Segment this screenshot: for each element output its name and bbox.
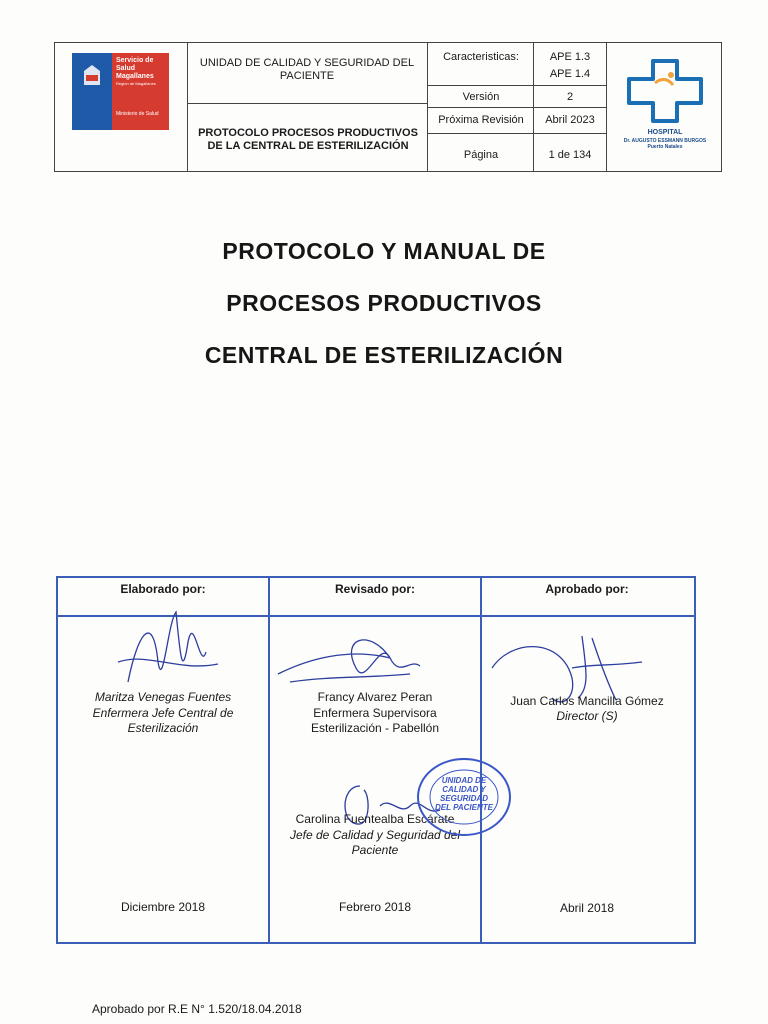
- header-aprobado: Aprobado por:: [545, 582, 629, 596]
- protocol-name: PROTOCOLO PROCESOS PRODUCTIVOS DE LA CENTRAL DE ESTERILIZACIÓN: [198, 127, 418, 152]
- document-header: [54, 42, 722, 172]
- logo-service-name: Servicio de Salud Magallanes: [116, 57, 154, 80]
- next-review-value: Abril 2023: [545, 114, 595, 126]
- characteristics-label: Caracteristicas:: [443, 51, 519, 63]
- divider: [187, 43, 188, 171]
- next-review-label: Próxima Revisión: [438, 114, 524, 126]
- hospital-logo: [615, 53, 715, 163]
- page-label: Página: [463, 149, 499, 161]
- characteristics-value-2: APE 1.4: [549, 68, 591, 80]
- main-title-line-1: PROTOCOLO Y MANUAL DE: [222, 238, 546, 264]
- version-label: Versión: [462, 91, 500, 103]
- revisado-date: Febrero 2018: [338, 900, 412, 914]
- characteristics-value-1: APE 1.3: [549, 51, 591, 63]
- revisado-role-3: Jefe de Calidad y Seguridad del: [289, 828, 461, 842]
- revisado-name-2: Carolina Fuentealba Escárate: [295, 812, 455, 826]
- logo-ministry: Ministerio de Salud: [116, 111, 159, 117]
- main-title-line-2: PROCESOS PRODUCTIVOS: [226, 290, 542, 316]
- hospital-title: HOSPITAL: [647, 129, 683, 136]
- hospital-cross-icon: [615, 53, 715, 129]
- version-value: 2: [566, 91, 574, 103]
- signature-alvarez: [270, 618, 430, 698]
- aprobado-role: Director (S): [556, 709, 618, 723]
- logo-region: Región de Magallanes: [116, 81, 156, 86]
- signature-table: [56, 576, 696, 944]
- main-title-line-3: CENTRAL DE ESTERILIZACIÓN: [204, 342, 564, 368]
- divider: [427, 85, 607, 86]
- header-revisado: Revisado por:: [334, 582, 415, 596]
- revisado-role-2: Esterilización - Pabellón: [310, 721, 440, 735]
- header-elaborado: Elaborado por:: [120, 582, 206, 596]
- servicio-salud-logo: [72, 53, 169, 130]
- elaborado-role-1: Enfermera Jefe Central de: [92, 706, 234, 720]
- hospital-subtitle: Dr. AUGUSTO ESSMANN BURGOS Puerto Natales: [623, 138, 707, 150]
- divider: [187, 103, 427, 104]
- unit-name: UNIDAD DE CALIDAD Y SEGURIDAD DEL PACIENTE: [199, 57, 415, 82]
- revisado-role-4: Paciente: [351, 843, 399, 857]
- revisado-role-1: Enfermera Supervisora: [313, 706, 437, 720]
- aprobado-date: Abril 2018: [559, 901, 615, 915]
- coat-of-arms-icon: [72, 53, 112, 130]
- elaborado-name: Maritza Venegas Fuentes: [94, 690, 232, 704]
- elaborado-date: Diciembre 2018: [120, 900, 206, 914]
- divider: [427, 107, 607, 108]
- aprobado-name: Juan Carlos Mancilla Gómez: [510, 694, 664, 708]
- quality-unit-stamp: UNIDAD DE CALIDAD Y SEGURIDAD DEL PACIENTE: [415, 756, 513, 838]
- signature-venegas: [108, 592, 228, 702]
- elaborado-role-2: Esterilización: [127, 721, 199, 735]
- page-value: 1 de 134: [548, 149, 592, 161]
- divider: [427, 133, 607, 134]
- revisado-name: Francy Alvarez Peran: [317, 690, 433, 704]
- approval-footer: Aprobado por R.E N° 1.520/18.04.2018: [92, 1002, 302, 1016]
